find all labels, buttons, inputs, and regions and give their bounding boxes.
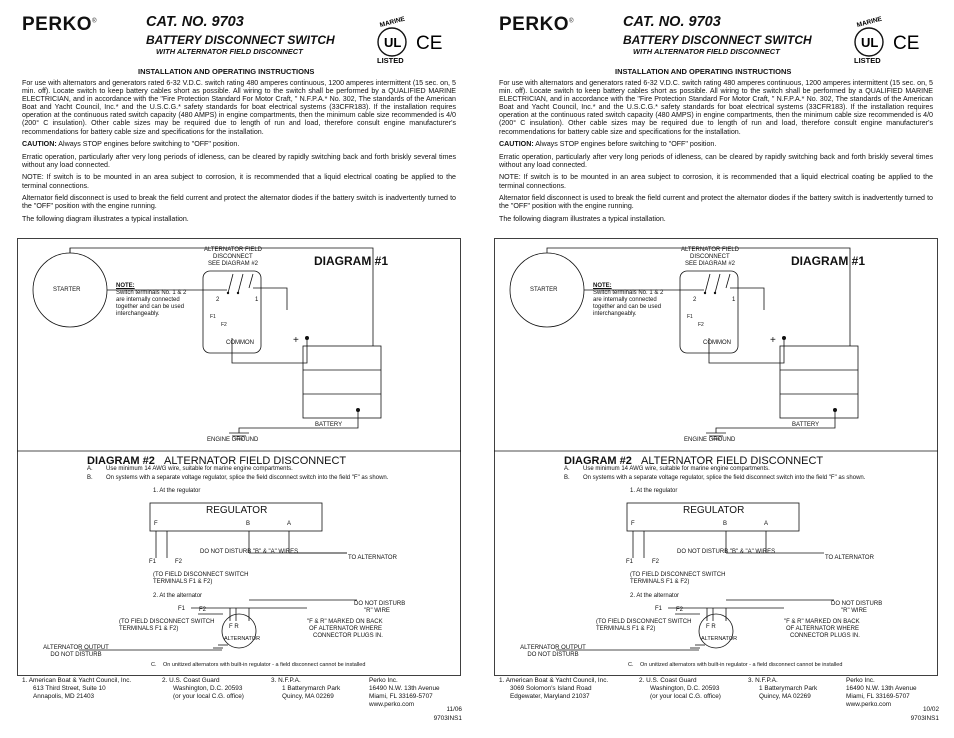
- reg-f-label: F: [154, 521, 158, 527]
- instructions-heading: INSTALLATION AND OPERATING INSTRUCTIONS: [138, 67, 315, 76]
- note-line-1: Switch terminals No. 1 & 2: [593, 290, 664, 296]
- fr-label: F R: [229, 624, 239, 630]
- ul-marine-listed-seal-icon: [854, 15, 883, 64]
- diagram-1-title: DIAGRAM #1: [791, 254, 866, 268]
- alternator-label: ALTERNATOR: [224, 636, 261, 642]
- paragraph-corrosion-note: NOTE: If switch is to be mounted in an area subject to corrosion, it is recommended that a liquid electrical coating be applied to the terminal connections.: [22, 173, 456, 190]
- battery-label: BATTERY: [315, 422, 343, 428]
- fr-marked-3: CONNECTOR PLUGS IN.: [313, 633, 383, 639]
- certification-badges: [849, 14, 939, 64]
- alt-field-label-1: ALTERNATOR FIELD: [204, 247, 263, 253]
- product-title: BATTERY DISCONNECT SWITCH: [146, 33, 335, 47]
- ul-marine-listed-seal-icon: [376, 15, 408, 64]
- alt-output-1: ALTERNATOR OUTPUT: [43, 645, 109, 651]
- catalog-number: CAT. NO. 9703: [623, 14, 721, 30]
- to-field-1-line-2: TERMINALS F1 & F2): [153, 579, 213, 585]
- paragraph-specs: For use with alternators and generators rated 6-32 V.D.C. switch rating 480 amperes continuous, 1200 amperes intermittent (15 sec. on, 5 min. off). Locate switch to keep battery cables short as possible. All wiring to the switch shall be performed by a QUALIFIED MARINE ELECTRICIAN, and in accordance with the "Fire Protection Standard For Motor Craft, " N.F.P.A.* No. 302, The standards of the American Boat and Yacht Council, Inc.* and the U.S.C.G.* safety standards for boat electrical systems (33CFR183). If the installation requires operation at the continuous rated switch capacity (480 AMPS) in engine compartments, then the minimum cable size recommended is 4/0 (200° C insulation). Other cable sizes may be required due to length of run and load, therefore consult engine manufacturer's recommendations for battery cable size and specifications for the installation.: [22, 79, 456, 136]
- paragraph-caution: CAUTION: Always STOP engines before switching to "OFF" position.: [22, 140, 240, 149]
- body-text: [499, 79, 933, 227]
- note-line-3: together and can be used: [593, 304, 662, 310]
- plus-terminal: +: [770, 335, 776, 346]
- note-b-text: On systems with a separate voltage regulator, splice the field disconnect switch into the field "F" as shown.: [106, 475, 389, 481]
- item-1-regulator: 1. At the regulator: [630, 488, 678, 494]
- to-alternator-label: TO ALTERNATOR: [825, 555, 874, 561]
- to-field-2-line-2: TERMINALS F1 & F2): [596, 626, 656, 632]
- note-label: NOTE:: [116, 283, 135, 289]
- f2-reg-label: F2: [175, 559, 183, 565]
- diagram-1-title: DIAGRAM #1: [314, 254, 389, 268]
- to-field-1-line-2: TERMINALS F1 & F2): [630, 579, 690, 585]
- note-line-3: together and can be used: [116, 304, 185, 310]
- reg-b-label: B: [723, 521, 728, 527]
- svg-text:LISTED: LISTED: [377, 56, 404, 64]
- note-a-label: A.: [564, 466, 570, 472]
- f1-reg-label: F1: [149, 559, 157, 565]
- reg-b-label: B: [246, 521, 251, 527]
- terminal-2-label: 2: [693, 297, 697, 303]
- f2-label: F2: [221, 322, 227, 328]
- item-2-alternator: 2. At the alternator: [153, 593, 203, 599]
- alt-output-2: DO NOT DISTURB: [50, 652, 102, 658]
- alt-field-label-3: SEE DIAGRAM #2: [685, 261, 736, 267]
- product-subtitle: WITH ALTERNATOR FIELD DISCONNECT: [156, 47, 303, 56]
- to-alternator-label: TO ALTERNATOR: [348, 555, 397, 561]
- item-1-regulator: 1. At the regulator: [153, 488, 201, 494]
- alt-output-1: ALTERNATOR OUTPUT: [520, 645, 586, 651]
- alternator-label: ALTERNATOR: [701, 636, 738, 642]
- to-field-2-line-1: (TO FIELD DISCONNECT SWITCH: [119, 619, 215, 625]
- f1-alt-label: F1: [655, 606, 663, 612]
- f1-label: F1: [687, 314, 693, 320]
- alt-output-2: DO NOT DISTURB: [527, 652, 579, 658]
- alt-field-label-2: DISCONNECT: [213, 254, 253, 260]
- note-a-text: Use minimum 14 AWG wire, suitable for marine engine compartments.: [106, 466, 293, 472]
- certification-badges: [372, 14, 462, 64]
- reg-a-label: A: [287, 521, 292, 527]
- footer-uscg: 2. U.S. Coast Guard Washington, D.C. 20593 (or your local C.G. office): [162, 677, 244, 701]
- fr-marked-2: OF ALTERNATOR WHERE: [309, 626, 383, 632]
- regulator-label: REGULATOR: [683, 505, 745, 516]
- footer-perko-address: Perko Inc. 16490 N.W. 13th Avenue Miami, FL 33169-5707 www.perko.com: [846, 677, 917, 709]
- reg-a-label: A: [764, 521, 769, 527]
- note-label: NOTE:: [593, 283, 612, 289]
- common-label: COMMON: [226, 340, 254, 346]
- note-b-label: B.: [564, 475, 570, 481]
- footer-uscg: 2. U.S. Coast Guard Washington, D.C. 20593 (or your local C.G. office): [639, 677, 721, 701]
- to-field-1-line-1: (TO FIELD DISCONNECT SWITCH: [153, 572, 249, 578]
- note-b-label: B.: [87, 475, 93, 481]
- starter-label: STARTER: [530, 287, 558, 293]
- do-not-disturb-r-1: DO NOT DISTURB: [831, 601, 883, 607]
- note-c-text: On unitized alternators with built-in regulator - a field disconnect cannot be installed: [640, 662, 843, 668]
- note-line-4: interchangeably.: [116, 311, 160, 317]
- do-not-disturb-ba: DO NOT DISTURB "B" & "A" WIRES: [677, 549, 776, 555]
- paragraph-diagram-intro: The following diagram illustrates a typical installation.: [22, 214, 189, 223]
- reg-f-label: F: [631, 521, 635, 527]
- document-code: 9703INS1: [433, 715, 462, 722]
- paragraph-corrosion-note: NOTE: If switch is to be mounted in an area subject to corrosion, it is recommended that a liquid electrical coating be applied to the terminal connections.: [499, 173, 933, 190]
- diagram-2-title: DIAGRAM #2 ALTERNATOR FIELD DISCONNECT: [564, 455, 824, 467]
- diagram-2-title: DIAGRAM #2 ALTERNATOR FIELD DISCONNECT: [87, 455, 347, 467]
- perko-logo: PERKO®: [22, 14, 97, 35]
- note-line-4: interchangeably.: [593, 311, 637, 317]
- f2-label: F2: [698, 322, 704, 328]
- to-field-1-line-1: (TO FIELD DISCONNECT SWITCH: [630, 572, 726, 578]
- ce-mark-icon: CE: [893, 33, 920, 54]
- fr-marked-1: "F & R" MARKED ON BACK: [307, 619, 383, 625]
- battery-label: BATTERY: [792, 422, 820, 428]
- svg-text:MARINE: MARINE: [856, 15, 883, 30]
- svg-text:LISTED: LISTED: [854, 56, 881, 64]
- ce-mark-icon: CE: [416, 33, 443, 54]
- f2-alt-label: F2: [676, 607, 684, 613]
- alt-field-label-3: SEE DIAGRAM #2: [208, 261, 259, 267]
- note-line-2: are internally connected: [593, 297, 657, 303]
- note-c-label: C.: [151, 662, 157, 668]
- footer-perko-address: Perko Inc. 16490 N.W. 13th Avenue Miami, FL 33169-5707 www.perko.com: [369, 677, 440, 709]
- do-not-disturb-r-2: "R" WIRE: [364, 608, 390, 614]
- terminal-1-label: 1: [255, 297, 259, 303]
- paragraph-field-disconnect: Alternator field disconnect is used to break the field current and protect the alternator diodes if the battery switch is inadvertently turned to the "OFF" position with the engine running.: [22, 194, 456, 211]
- fr-marked-1: "F & R" MARKED ON BACK: [784, 619, 860, 625]
- alt-field-label-1: ALTERNATOR FIELD: [681, 247, 740, 253]
- paragraph-diagram-intro: The following diagram illustrates a typical installation.: [499, 214, 666, 223]
- instructions-heading: INSTALLATION AND OPERATING INSTRUCTIONS: [615, 67, 792, 76]
- paragraph-erratic: Erratic operation, particularly after very long periods of idleness, can be cleared by rapidly switching back and forth briskly several times without any load connected.: [499, 152, 933, 169]
- instruction-sheet-right: [477, 0, 954, 738]
- product-title: BATTERY DISCONNECT SWITCH: [623, 33, 812, 47]
- revision-date: 11/06: [446, 706, 462, 713]
- svg-text:UL: UL: [384, 35, 402, 50]
- do-not-disturb-r-1: DO NOT DISTURB: [354, 601, 406, 607]
- paragraph-specs: For use with alternators and generators rated 6-32 V.D.C. switch rating 480 amperes continuous, 1200 amperes intermittent (15 sec. on, 5 min. off). Locate switch to keep battery cables short as possible. All wiring to the switch shall be performed by a QUALIFIED MARINE ELECTRICIAN, and in accordance with the "Fire Protection Standard For Motor Craft, " N.F.P.A.* No. 302, The standards of the American Boat and Yacht Council, Inc.* and the U.S.C.G.* safety standards for boat electrical systems (33CFR183). If the installation requires operation at the continuous rated switch capacity (480 AMPS) in engine compartments, then the minimum cable size recommended is 4/0 (200° C insulation). Other cable sizes may be required due to length of run and load, therefore consult engine manufacturer's recommendations for battery cable size and specifications for the installation.: [499, 79, 933, 136]
- to-field-2-line-2: TERMINALS F1 & F2): [119, 626, 179, 632]
- revision-date: 10/02: [923, 706, 939, 713]
- item-2-alternator: 2. At the alternator: [630, 593, 680, 599]
- note-a-text: Use minimum 14 AWG wire, suitable for marine engine compartments.: [583, 466, 770, 472]
- f1-alt-label: F1: [178, 606, 186, 612]
- engine-ground-label: ENGINE GROUND: [684, 437, 736, 443]
- document-code: 9703INS1: [910, 715, 939, 722]
- note-c-text: On unitized alternators with built-in regulator - a field disconnect cannot be installed: [163, 662, 366, 668]
- do-not-disturb-ba: DO NOT DISTURB "B" & "A" WIRES: [200, 549, 299, 555]
- wiring-diagrams: [494, 238, 938, 676]
- starter-label: STARTER: [53, 287, 81, 293]
- perko-logo: PERKO®: [499, 14, 574, 35]
- paragraph-field-disconnect: Alternator field disconnect is used to break the field current and protect the alternator diodes if the battery switch is inadvertently turned to the "OFF" position with the engine running.: [499, 194, 933, 211]
- note-a-label: A.: [87, 466, 93, 472]
- terminal-1-label: 1: [732, 297, 736, 303]
- f2-alt-label: F2: [199, 607, 207, 613]
- catalog-number: CAT. NO. 9703: [146, 14, 244, 30]
- note-line-1: Switch terminals No. 1 & 2: [116, 290, 187, 296]
- note-c-label: C.: [628, 662, 634, 668]
- body-text: [22, 79, 456, 227]
- terminal-2-label: 2: [216, 297, 220, 303]
- footer-abyc: 1. American Boat & Yacht Council, Inc. 3069 Solomon's Island Road Edgewater, Maryland 21037: [499, 677, 609, 701]
- svg-text:UL: UL: [861, 35, 879, 50]
- paragraph-caution: CAUTION: Always STOP engines before switching to "OFF" position.: [499, 140, 717, 149]
- svg-text:MARINE: MARINE: [379, 15, 406, 30]
- f2-reg-label: F2: [652, 559, 660, 565]
- do-not-disturb-r-2: "R" WIRE: [841, 608, 867, 614]
- note-b-text: On systems with a separate voltage regulator, splice the field disconnect switch into the field "F" as shown.: [583, 475, 866, 481]
- fr-label: F R: [706, 624, 716, 630]
- footer-nfpa: 3. N.F.P.A. 1 Batterymarch Park Quincy, MA 02269: [748, 677, 818, 701]
- fr-marked-3: CONNECTOR PLUGS IN.: [790, 633, 860, 639]
- fr-marked-2: OF ALTERNATOR WHERE: [786, 626, 860, 632]
- footer-abyc: 1. American Boat & Yacht Council, Inc. 613 Third Street, Suite 10 Annapolis, MD 21403: [22, 677, 132, 701]
- paragraph-erratic: Erratic operation, particularly after very long periods of idleness, can be cleared by rapidly switching back and forth briskly several times without any load connected.: [22, 152, 456, 169]
- f1-reg-label: F1: [626, 559, 634, 565]
- alt-field-label-2: DISCONNECT: [690, 254, 730, 260]
- engine-ground-label: ENGINE GROUND: [207, 437, 259, 443]
- to-field-2-line-1: (TO FIELD DISCONNECT SWITCH: [596, 619, 692, 625]
- footer-nfpa: 3. N.F.P.A. 1 Batterymarch Park Quincy, MA 02269: [271, 677, 341, 701]
- product-subtitle: WITH ALTERNATOR FIELD DISCONNECT: [633, 47, 780, 56]
- note-line-2: are internally connected: [116, 297, 180, 303]
- plus-terminal: +: [293, 335, 299, 346]
- common-label: COMMON: [703, 340, 731, 346]
- wiring-diagrams: [17, 238, 461, 676]
- regulator-label: REGULATOR: [206, 505, 268, 516]
- f1-label: F1: [210, 314, 216, 320]
